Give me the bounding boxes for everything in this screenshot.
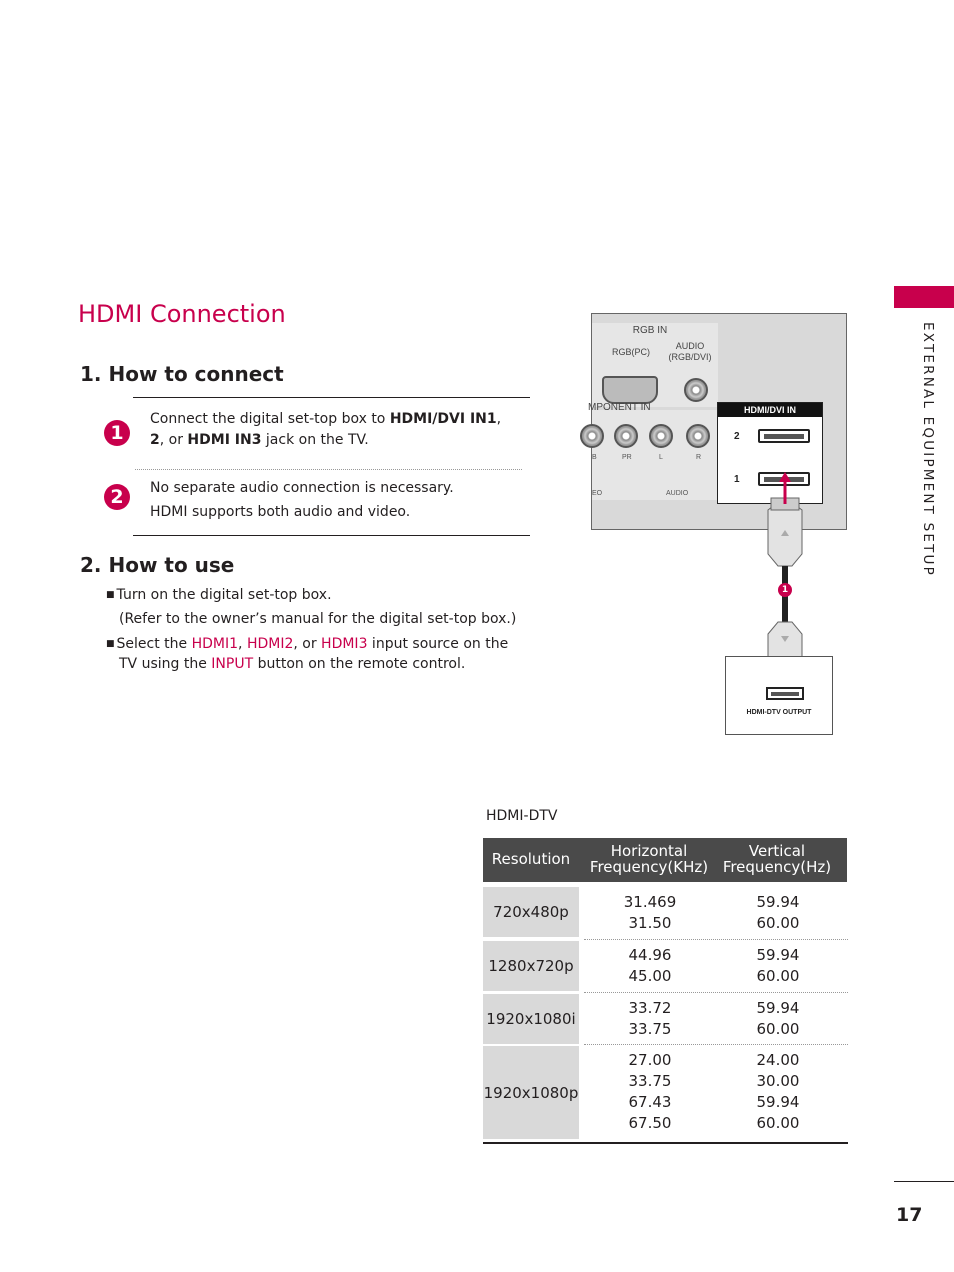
header-horizontal: Horizontal Frequency(KHz)	[589, 842, 709, 876]
header-resolution: Resolution	[491, 850, 571, 868]
hdmi-output-port	[766, 687, 804, 700]
table-cell-vertical: 59.94 60.00	[756, 946, 800, 985]
component-in-label: MPONENT IN	[588, 402, 651, 413]
arrow-up-head	[779, 472, 791, 482]
audio-label: AUDIO	[666, 490, 689, 497]
table-cell-horizontal: 33.72 33.75	[628, 999, 672, 1038]
table-cell-horizontal: 27.00 33.75 67.43 67.50	[628, 1051, 672, 1132]
page-number: 17	[896, 1204, 923, 1226]
row-divider	[584, 992, 848, 993]
step-1-text-line2: 2, or HDMI IN3 jack on the TV.	[150, 432, 369, 448]
use-bullet-1: ■ Turn on the digital set-top box.	[106, 587, 332, 603]
pr-label: PR	[622, 454, 632, 461]
vga-port	[602, 376, 658, 404]
step-2-badge: 2	[104, 484, 130, 510]
table-bottom-rule	[483, 1142, 848, 1144]
page-number-rule	[894, 1181, 954, 1182]
dotted-divider	[135, 469, 522, 470]
hdmi-dvi-in-label: HDMI/DVI IN	[718, 403, 822, 417]
r-label: R	[696, 454, 702, 461]
how-to-use-heading: 2. How to use	[80, 553, 235, 577]
step-2-line2: HDMI supports both audio and video.	[150, 504, 411, 520]
section-label: EXTERNAL EQUIPMENT SETUP	[920, 322, 936, 577]
component-jack	[614, 424, 638, 448]
rgb-in-section	[592, 323, 718, 407]
audio-rgb-label: AUDIO (RGB/DVI)	[668, 341, 712, 362]
hdmi-dtv-output-label: HDMI-DTV OUTPUT	[746, 709, 812, 716]
step-1-text: Connect the digital set-top box to HDMI/DVI IN1,	[150, 411, 502, 427]
use-bullet-2: ■ Select the HDMI1, HDMI2, or HDMI3 input source on the	[106, 636, 509, 652]
step-2-line1: No separate audio connection is necessary.	[150, 480, 454, 496]
pb-label: B	[592, 454, 597, 461]
cable-marker: 1	[778, 583, 792, 597]
table-cell-horizontal: 31.469 31.50	[623, 893, 677, 932]
divider	[133, 535, 530, 536]
page-title: HDMI Connection	[78, 300, 286, 328]
use-bullet-1-note: (Refer to the owner’s manual for the digital set-top box.)	[119, 611, 517, 627]
table-cell-horizontal: 44.96 45.00	[628, 946, 672, 985]
table-cell-vertical: 59.94 60.00	[756, 893, 800, 932]
row-divider	[584, 939, 848, 940]
step-1-badge: 1	[104, 420, 130, 446]
section-tab	[894, 286, 954, 308]
l-label: L	[659, 454, 663, 461]
settop-output	[725, 656, 833, 735]
table-cell-resolution: 720x480p	[483, 887, 579, 937]
audio-l-jack	[649, 424, 673, 448]
row-divider	[584, 1044, 848, 1045]
use-bullet-2-line2: TV using the INPUT button on the remote control.	[119, 656, 466, 672]
table-cell-vertical: 24.00 30.00 59.94 60.00	[756, 1051, 800, 1132]
table-cell-resolution: 1920x1080p	[483, 1046, 579, 1139]
table-cell-vertical: 59.94 60.00	[756, 999, 800, 1038]
rgb-pc-label: RGB(PC)	[612, 347, 650, 357]
audio-jack	[684, 378, 708, 402]
video-label: EO	[592, 490, 603, 497]
how-to-connect-heading: 1. How to connect	[80, 362, 284, 386]
table-cell-resolution: 1920x1080i	[483, 994, 579, 1044]
component-jack	[580, 424, 604, 448]
hdmi-port-2	[758, 429, 810, 443]
port-2-label: 2	[734, 431, 740, 442]
table-header	[483, 838, 847, 882]
port-1-label: 1	[734, 474, 740, 485]
component-in-section	[588, 402, 718, 500]
rgb-in-label: RGB IN	[632, 325, 668, 336]
table-cell-resolution: 1280x720p	[483, 941, 579, 991]
divider	[133, 397, 530, 398]
audio-r-jack	[686, 424, 710, 448]
header-vertical: Vertical Frequency(Hz)	[722, 842, 832, 876]
table-caption: HDMI-DTV	[486, 808, 558, 824]
